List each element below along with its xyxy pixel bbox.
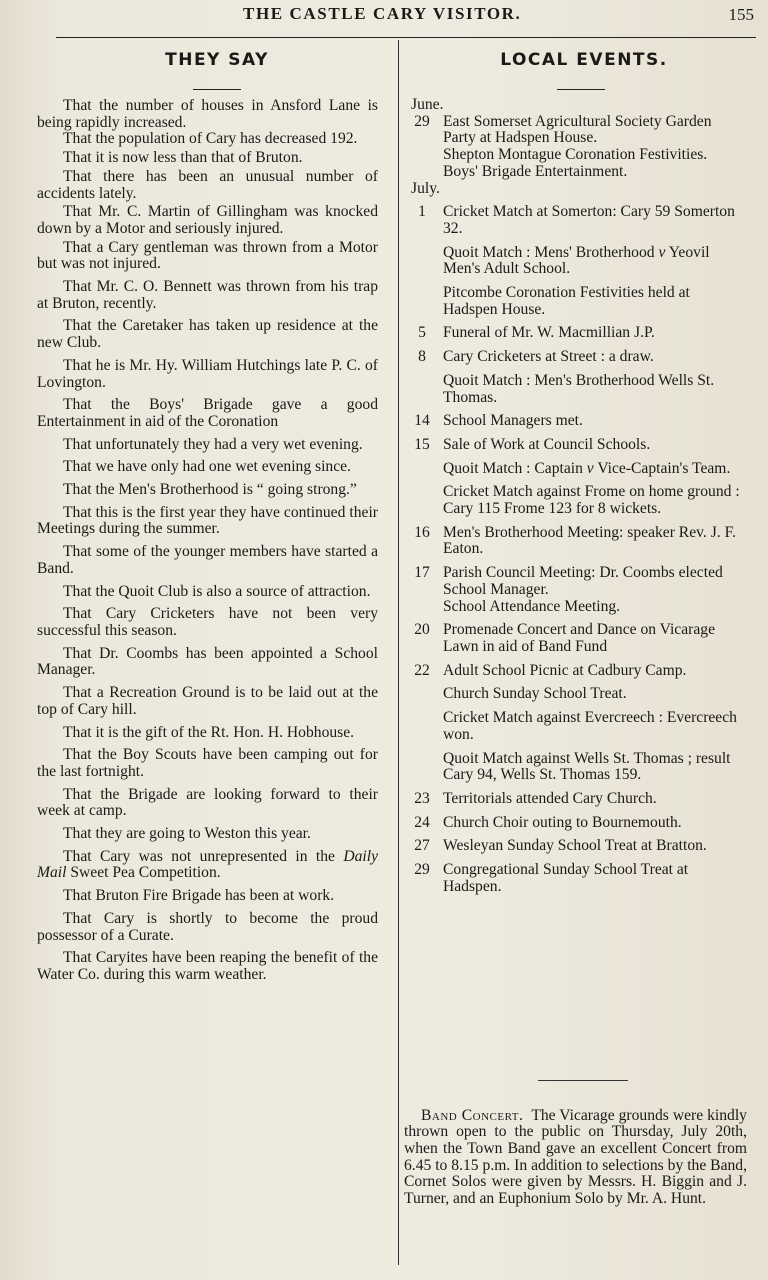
event-day: 1	[418, 203, 426, 221]
event-line: Funeral of Mr. W. Macmillian J.P.	[443, 324, 655, 342]
list-item: That the Boy Scouts have been camping out for the last fortnight.	[37, 746, 378, 780]
list-item: That this is the first year they have continued their Meetings during the summer.	[37, 503, 378, 538]
event-day: 16	[414, 523, 430, 541]
they-say-list	[37, 98, 378, 990]
event-line: Adult School Picnic at Cadbury Camp.	[443, 661, 687, 679]
list-item: That Dr. Coombs has been appointed a School Manager.	[37, 644, 378, 679]
list-item: That the number of houses in Ansford Lane is being rapidly increased.	[37, 97, 378, 131]
event-day: 14	[414, 412, 430, 430]
list-item: That a Cary gentleman was thrown from a Motor but was not injured.	[37, 238, 378, 273]
event-row	[408, 437, 748, 454]
event-line: Quoit Match against Wells St. Thomas ; result Cary 94, Wells St. Thomas 159.	[443, 749, 731, 784]
event-line: Men's Brotherhood Meeting: speaker Rev. J. F. Eaton.	[443, 523, 736, 558]
event-line: Pitcombe Coronation Festivities held at Hadspen House.	[443, 284, 690, 318]
event-line	[443, 245, 748, 278]
event-row	[408, 751, 748, 784]
list-item: That there has been an unusual number of accidents lately.	[37, 167, 378, 202]
event-row	[408, 325, 748, 342]
event-text: Quoit Match : Mens' Brotherhood	[443, 243, 655, 261]
event-row	[408, 204, 748, 237]
event-text: Yeovil Men's Adult School.	[443, 243, 710, 278]
event-row	[408, 663, 748, 680]
list-item: That Bruton Fire Brigade has been at work.	[63, 887, 335, 905]
event-day: 24	[414, 813, 430, 831]
local-events-rule	[557, 89, 605, 90]
header-rule	[56, 37, 756, 38]
event-line: East Somerset Agricultural Society Garden Party at Hadspen House.	[443, 112, 712, 147]
list-item: That the Brigade are looking forward to their week at camp.	[37, 785, 378, 820]
list-item: That Cary Cricketers have not been very successful this season.	[37, 605, 378, 639]
list-item-text: Sweet Pea Competition.	[70, 864, 221, 882]
event-row	[408, 245, 748, 278]
event-line: Church Choir outing to Bournemouth.	[443, 813, 682, 831]
event-day: 29	[414, 861, 430, 879]
event-row	[408, 622, 748, 655]
month-label-june: June.	[411, 96, 444, 113]
event-row	[408, 525, 748, 558]
local-events-list	[408, 97, 748, 902]
event-line: Promenade Concert and Dance on Vicarage Lawn in aid of Band Fund	[443, 621, 715, 655]
event-row	[408, 373, 748, 406]
event-row	[408, 791, 748, 808]
event-row	[408, 114, 748, 181]
list-item: That the Men's Brotherhood is “ going strong.”	[63, 481, 357, 499]
list-item: That unfortunately they had a very wet evening.	[63, 435, 363, 453]
list-item: That Caryites have been reaping the benefit of the Water Co. during this warm weather.	[37, 949, 378, 983]
event-row	[408, 710, 748, 743]
list-item: That the Quoit Club is also a source of attraction.	[63, 582, 371, 600]
event-row	[408, 285, 748, 318]
event-line: Quoit Match : Men's Brotherhood Wells St. Thomas.	[443, 371, 715, 406]
list-item: That Mr. C. Martin of Gillingham was knocked down by a Motor and seriously injured.	[37, 203, 378, 237]
list-item: That some of the younger members have started a Band.	[37, 543, 378, 577]
list-item: That a Recreation Ground is to be laid out at the top of Cary hill.	[37, 684, 378, 718]
event-line: Congregational Sunday School Treat at Hadspen.	[443, 861, 689, 895]
versus-mark: v	[586, 459, 594, 477]
local-events-heading: LOCAL EVENTS.	[500, 50, 668, 70]
they-say-rule	[193, 89, 241, 90]
event-day: 8	[418, 348, 426, 366]
list-item: That the Caretaker has taken up residence at the new Club.	[37, 317, 378, 352]
event-line: Church Sunday School Treat.	[443, 685, 627, 703]
event-row	[408, 413, 748, 430]
event-row	[408, 461, 748, 478]
event-line: Cricket Match against Frome on home ground : Cary 115 Frome 123 for 8 wickets.	[443, 483, 740, 518]
event-row	[408, 349, 748, 366]
event-line: Wesleyan Sunday School Treat at Bratton.	[443, 837, 707, 855]
event-text: Vice-Captain's Team.	[597, 459, 731, 477]
month-label-july: July.	[411, 179, 440, 197]
page-header	[0, 4, 768, 28]
list-item: That Cary is shortly to become the proud possessor of a Curate.	[37, 909, 378, 944]
band-concert-title: Band Concert.	[421, 1106, 524, 1124]
event-day: 27	[414, 837, 430, 855]
event-day: 29	[414, 112, 430, 130]
event-day: 23	[414, 789, 430, 807]
event-row	[408, 565, 748, 615]
list-item: That we have only had one wet evening since.	[63, 458, 351, 476]
event-line: Cricket Match against Evercreech : Evercreech won.	[443, 709, 737, 743]
event-line: Cary Cricketers at Street : a draw.	[443, 348, 654, 366]
band-concert-rule	[538, 1080, 628, 1081]
event-row	[408, 686, 748, 703]
they-say-heading: THEY SAY	[165, 50, 269, 70]
event-line: Territorials attended Cary Church.	[443, 789, 657, 807]
list-item: That Mr. C. O. Bennett was thrown from his trap at Bruton, recently.	[37, 278, 378, 312]
event-row	[408, 815, 748, 832]
event-line: School Managers met.	[443, 412, 583, 430]
newspaper-title: Daily Mail	[37, 847, 379, 882]
versus-mark: v	[658, 243, 666, 261]
list-item: That the Boys' Brigade gave a good Entertainment in aid of the Coronation	[37, 396, 378, 430]
event-day: 15	[414, 435, 430, 453]
band-concert-text: The Vicarage grounds were kindly thrown open to the public on Thursday, July 20th, when the Town Band gave an excellent Concert from 6.45 to 8.15 p.m. In addition to selections by the Band, Cornet Solos were given by Messrs. H. Biggin and J. Turner, and an Euphonium Solo by Mr. A. Hunt.	[404, 1106, 747, 1208]
band-concert-paragraph	[404, 1108, 747, 1208]
event-line: Sale of Work at Council Schools.	[443, 435, 651, 453]
event-day: 5	[418, 324, 426, 342]
event-row	[408, 838, 748, 855]
list-item: That the population of Cary has decreased 192.	[63, 130, 358, 148]
event-line: School Attendance Meeting.	[443, 597, 621, 615]
list-item: That it is now less than that of Bruton.	[63, 149, 303, 167]
list-item: That he is Mr. Hy. William Hutchings late P. C. of Lovington.	[37, 356, 378, 391]
column-divider	[398, 40, 399, 1265]
event-day: 22	[414, 661, 430, 679]
list-item: That they are going to Weston this year.	[63, 825, 311, 843]
event-row	[408, 862, 748, 895]
list-item-text: That Cary was not unrepresented in the	[63, 847, 335, 865]
event-text: Quoit Match : Captain	[443, 459, 583, 477]
event-line	[443, 461, 748, 478]
event-line: Parish Council Meeting: Dr. Coombs elected School Manager.	[443, 564, 723, 598]
page-number: 155	[728, 5, 754, 24]
list-item: That it is the gift of the Rt. Hon. H. Hobhouse.	[63, 723, 355, 741]
event-day: 20	[414, 621, 430, 639]
event-line: Boys' Brigade Entertainment.	[443, 162, 628, 180]
event-line: Shepton Montague Coronation Festivities.	[443, 146, 708, 164]
list-item	[37, 849, 378, 882]
event-day: 17	[414, 564, 430, 582]
event-line: Cricket Match at Somerton: Cary 59 Somerton 32.	[443, 203, 735, 237]
event-row	[408, 484, 748, 517]
publication-title: THE CASTLE CARY VISITOR.	[243, 4, 522, 23]
